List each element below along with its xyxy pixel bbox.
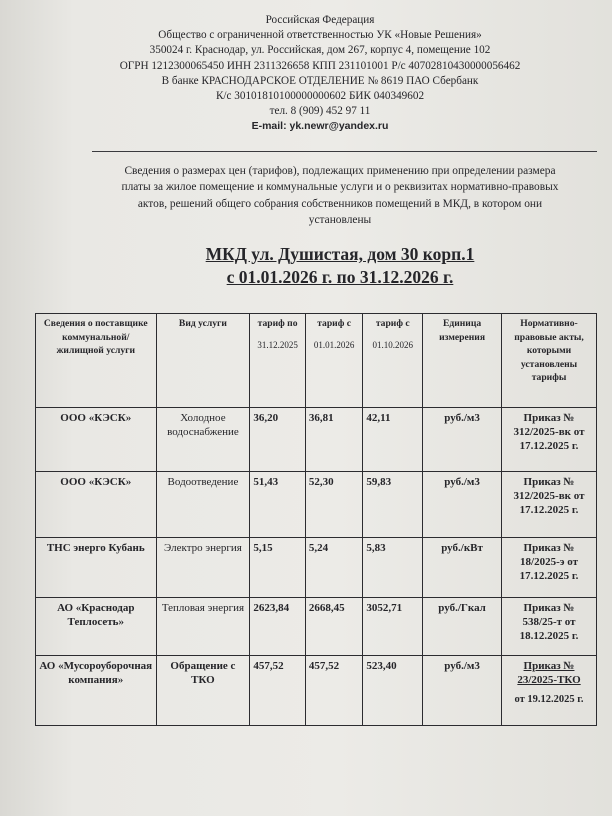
tariff-3-cell: 3052,71 (363, 598, 423, 656)
document-title (60, 243, 612, 289)
service-cell: Водоотведение (156, 472, 250, 538)
table-row (36, 472, 597, 538)
tariff-1-cell: 5,15 (250, 538, 305, 598)
unit-cell: руб./м3 (423, 656, 502, 726)
table-row (36, 656, 597, 726)
tariff-3-cell: 59,83 (363, 472, 423, 538)
act-cell: Приказ № 312/2025-вк от 17.12.2025 г. (502, 408, 597, 472)
intro-line: актов, решений общего собрания собственников помещений в МКД, в котором они (137, 197, 543, 210)
tariff-1-cell: 2623,84 (250, 598, 305, 656)
act-cell: Приказ № 312/2025-вк от 17.12.2025 г. (502, 472, 597, 538)
corr-account: К/с 30101810100000000602 БИК 040349602 (215, 90, 425, 103)
header-tariff-1: тариф по 31.12.2025 (250, 314, 305, 408)
unit-cell: руб./кВт (423, 538, 502, 598)
header-act: Нормативно-правовые акты, которыми установлены тарифы (502, 314, 597, 408)
table-row (36, 408, 597, 472)
intro-line: платы за жилое помещение и коммунальные услуги и о реквизитах нормативно-правовых (121, 181, 559, 194)
tariff-1-cell: 36,20 (250, 408, 305, 472)
header-supplier: Сведения о поставщике коммунальной/жилищной услуги (36, 314, 157, 408)
unit-cell: руб./м3 (423, 408, 502, 472)
table-header-row (36, 314, 597, 408)
service-cell: Тепловая энергия (156, 598, 250, 656)
service-cell: Обращение с ТКО (156, 656, 250, 726)
phone: тел. 8 (909) 452 97 11 (269, 105, 371, 118)
tariff-3-cell: 5,83 (363, 538, 423, 598)
header-service: Вид услуги (156, 314, 250, 408)
header-unit: Единица измерения (423, 314, 502, 408)
letterhead (40, 13, 600, 135)
header-divider (92, 151, 597, 152)
table-row (36, 538, 597, 598)
registration-details: ОГРН 1212300065450 ИНН 2311326658 КПП 231101001 Р/с 40702810430000056462 (119, 59, 521, 72)
intro-paragraph (75, 163, 605, 228)
service-cell: Холодное водоснабжение (156, 408, 250, 472)
email: E-mail: yk.newr@yandex.ru (251, 120, 389, 133)
tariff-2-cell: 457,52 (305, 656, 363, 726)
table-row (36, 598, 597, 656)
tariff-2-cell: 36,81 (305, 408, 363, 472)
title-address: МКД ул. Душистая, дом 30 корп.1 (205, 244, 475, 264)
unit-cell: руб./Гкал (423, 598, 502, 656)
supplier-cell: ООО «КЭСК» (36, 408, 157, 472)
act-cell: Приказ № 18/2025-э от 17.12.2025 г. (502, 538, 597, 598)
company-address: 350024 г. Краснодар, ул. Российская, дом 267, корпус 4, помещение 102 (149, 44, 491, 57)
tariff-1-cell: 457,52 (250, 656, 305, 726)
title-period: с 01.01.2026 г. по 31.12.2026 г. (226, 267, 454, 287)
tariff-2-cell: 2668,45 (305, 598, 363, 656)
service-cell: Электро энергия (156, 538, 250, 598)
act-cell: Приказ № 23/2025-ТКО от 19.12.2025 г. (502, 656, 597, 726)
tariff-2-cell: 52,30 (305, 472, 363, 538)
tariff-3-cell: 42,11 (363, 408, 423, 472)
header-tariff-2: тариф с 01.01.2026 (305, 314, 363, 408)
country-line: Российская Федерация (265, 14, 375, 26)
unit-cell: руб./м3 (423, 472, 502, 538)
tariff-table (35, 313, 597, 726)
intro-line: установлены (308, 213, 372, 226)
intro-line: Сведения о размерах цен (тарифов), подлежащих применению при определении размера (124, 165, 556, 177)
tariff-1-cell: 51,43 (250, 472, 305, 538)
company-name: Общество с ограниченной ответственностью УК «Новые Решения» (158, 29, 482, 42)
supplier-cell: ТНС энерго Кубань (36, 538, 157, 598)
supplier-cell: ООО «КЭСК» (36, 472, 157, 538)
header-tariff-3: тариф с 01.10.2026 (363, 314, 423, 408)
bank-details: В банке КРАСНОДАРСКОЕ ОТДЕЛЕНИЕ № 8619 ПАО Сбербанк (161, 74, 479, 87)
supplier-cell: АО «Мусороуборочная компания» (36, 656, 157, 726)
supplier-cell: АО «Краснодар Теплосеть» (36, 598, 157, 656)
tariff-2-cell: 5,24 (305, 538, 363, 598)
act-cell: Приказ № 538/25-т от 18.12.2025 г. (502, 598, 597, 656)
tariff-3-cell: 523,40 (363, 656, 423, 726)
